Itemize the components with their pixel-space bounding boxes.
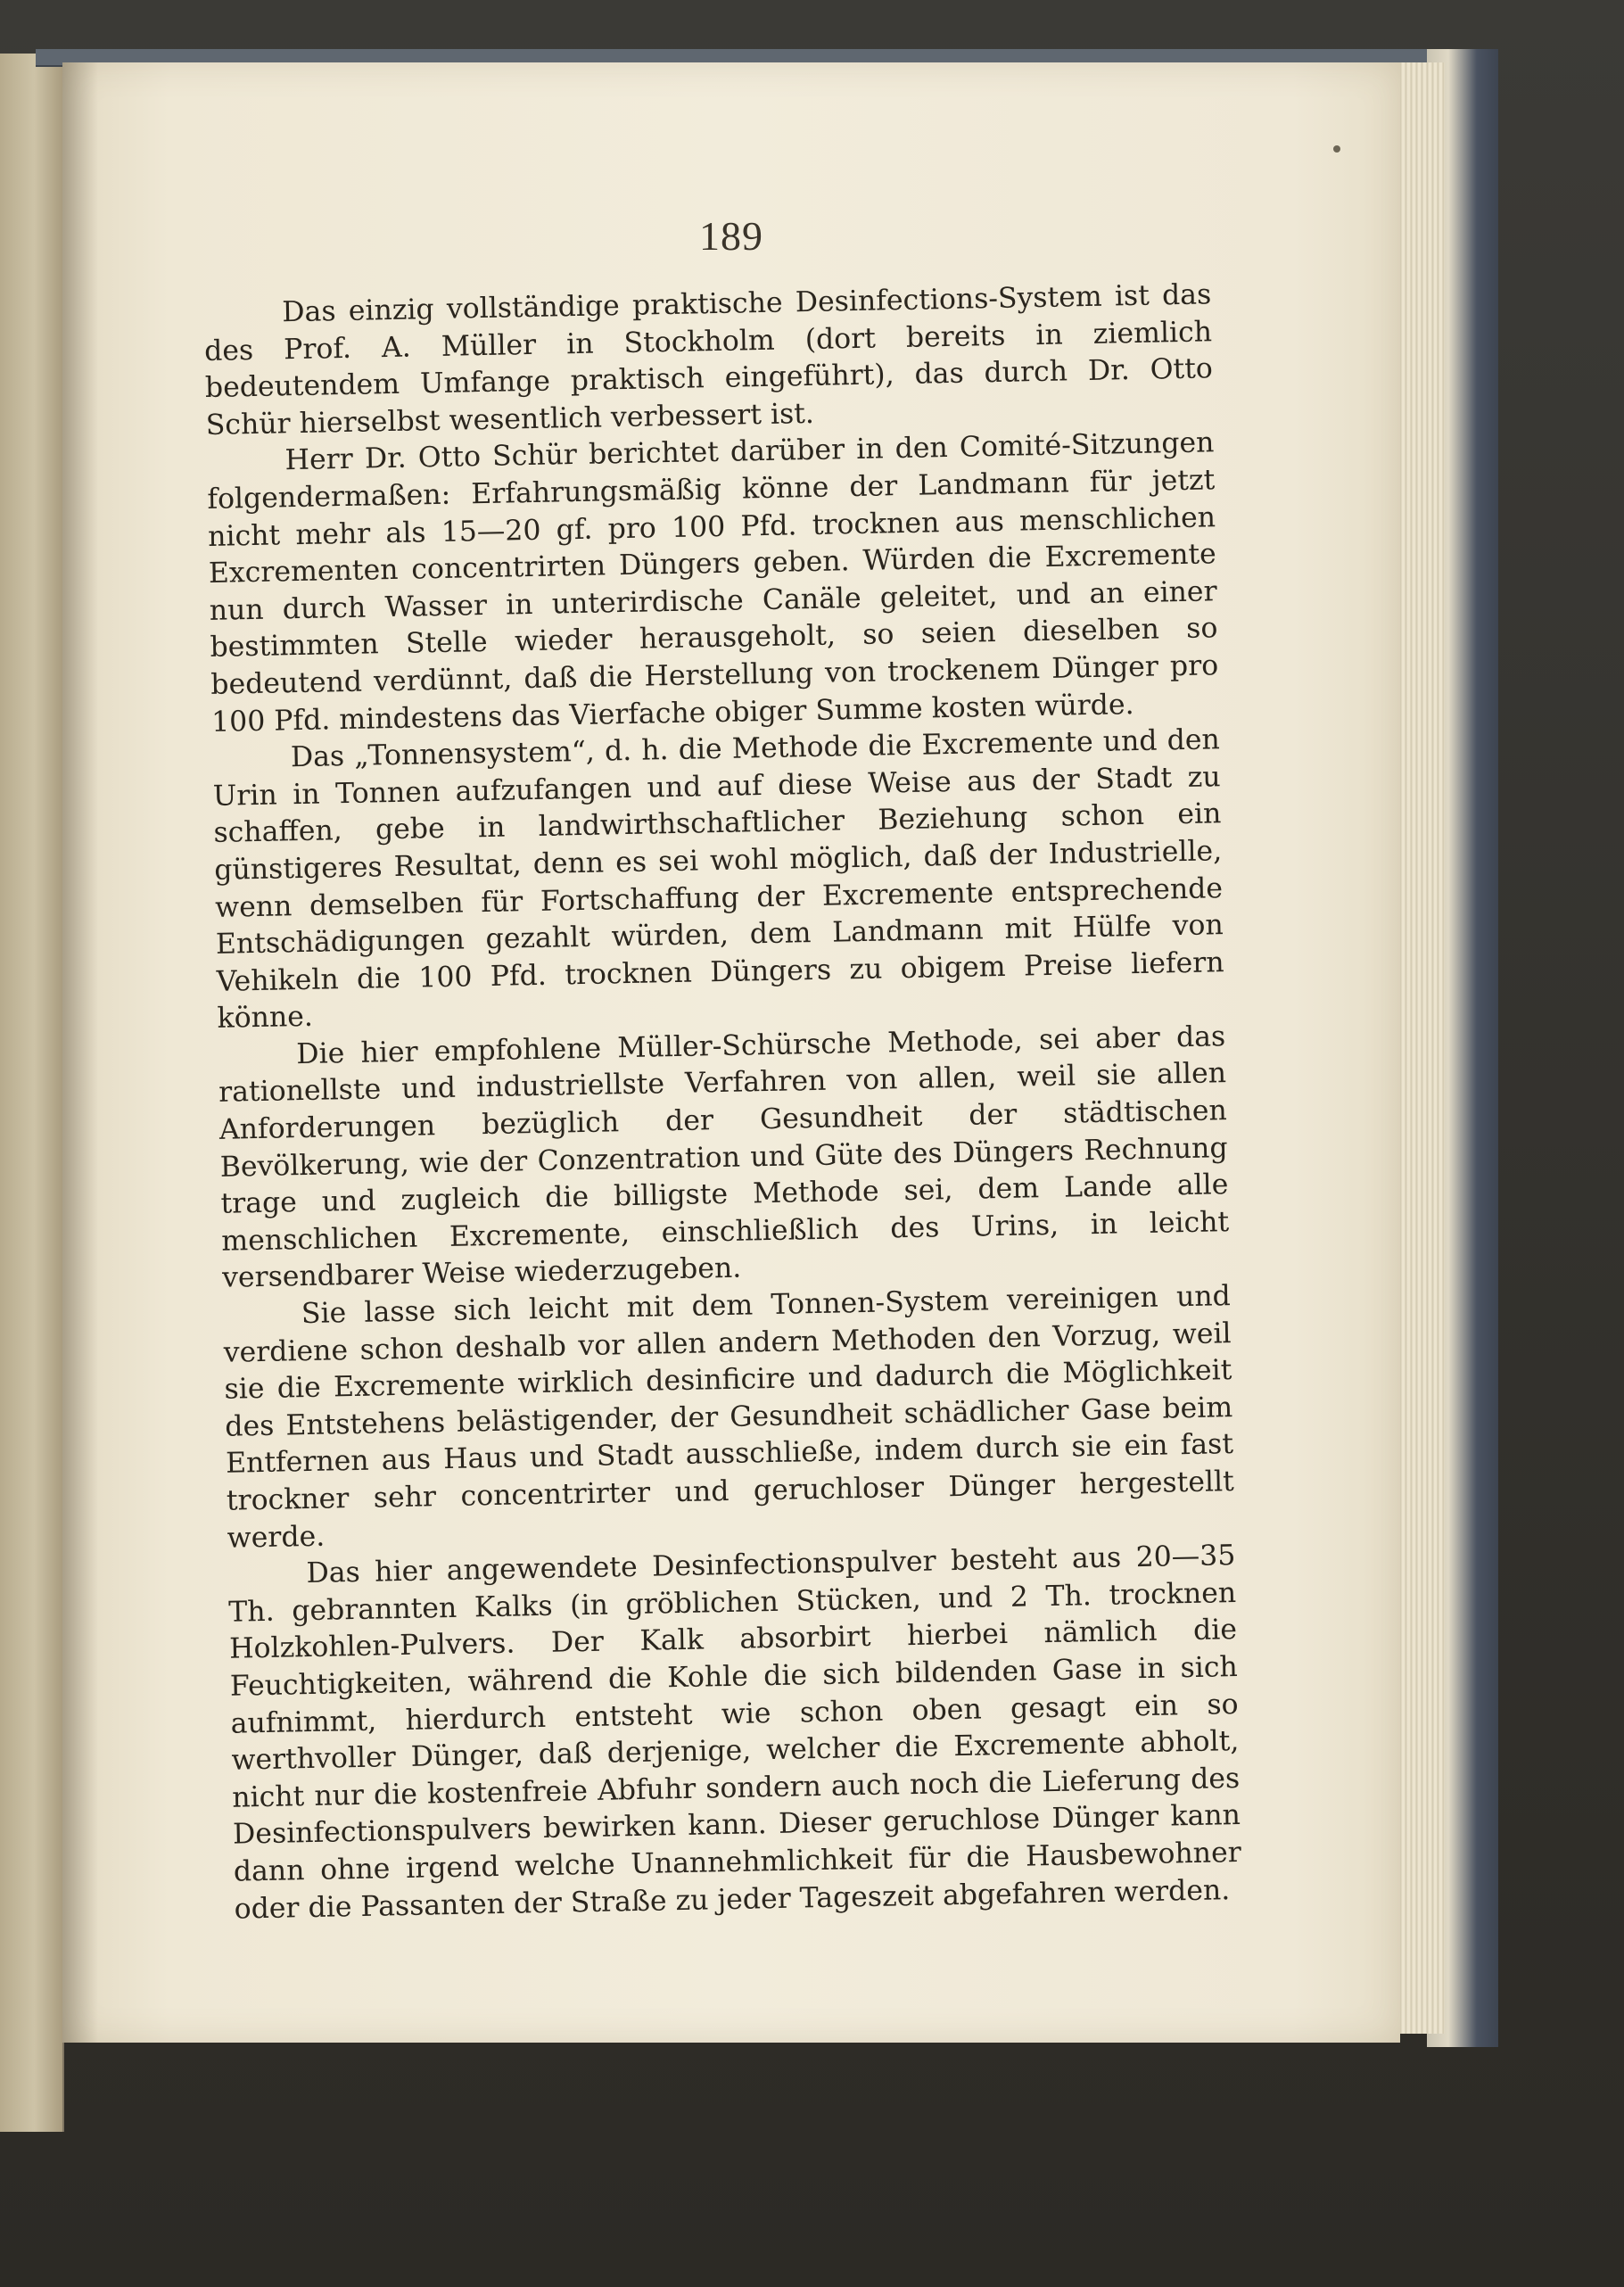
paragraph-1: Das einzig vollständige praktische Desinfections-System ist das des Prof. A. Müller in Stockholm (dort bereits in ziemlich bedeutendem Umfange praktisch eingeführt), das durch Dr. Otto Schür hierselbst wesentlich verbessert ist. bbox=[203, 278, 1214, 442]
ink-spot bbox=[1333, 145, 1340, 153]
book-page bbox=[62, 62, 1400, 2043]
gutter-shadow bbox=[62, 62, 98, 2043]
left-book-cover bbox=[0, 54, 64, 2132]
body-text bbox=[203, 277, 1242, 1928]
page-number: 189 bbox=[699, 213, 763, 259]
paragraph-3: Das „Tonnensystem“, d. h. die Methode die Excremente und den Urin in Tonnen aufzufangen und auf diese Weise aus der Stadt zu schaffen, gebe in landwirthschaftlicher Beziehung schon ein günstigeres Resultat, denn es sei wohl möglich, daß der Industrielle, wenn demselben für Fortschaffung der Excremente entsprechende Entschädigungen gezahlt würden, dem Landmann mit Hülfe von Vehikeln die 100 Pfd. trocknen Düngers zu obigem Preise liefern könne. bbox=[212, 723, 1224, 1036]
paragraph-2: Herr Dr. Otto Schür berichtet darüber in den Comité-Sitzungen folgendermaßen: Erfahrungsmäßig könne der Landmann für jetzt nicht mehr als 15—20 gf. pro 100 Pfd. trocknen aus menschlichen Excrementen concentrirten Düngers geben. Würden die Excremente nun durch Wasser in unterirdische Canäle geleitet, und an einer bestimmten Stelle wieder herausgeholt, so seien dieselben so bedeutend verdünnt, daß die Herstellung von trockenem Dünger pro 100 Pfd. mindestens das Vierfache obiger Summe kosten würde. bbox=[207, 426, 1219, 739]
paragraph-5: Sie lasse sich leicht mit dem Tonnen-System vereinigen und verdiene schon deshalb vor allen andern Methoden den Vorzug, weil sie die Excremente wirklich desinficire und dadurch die Möglichkeit des Entstehens belästigender, der Gesundheit schädlicher Gase beim Entfernen aus Haus und Stadt ausschließe, indem durch sie ein fast trockner sehr concentrirter und geruchloser Dünger hergestellt werde. bbox=[223, 1280, 1235, 1555]
paragraph-6: Das hier angewendete Desinfectionspulver besteht aus 20—35 Th. gebrannten Kalks (in gröblichen Stücken, und 2 Th. trocknen Holzkohlen-Pulvers. Der Kalk absorbirt hierbei nämlich die Feuchtigkeiten, während die Kohle die sich bildenden Gase in sich aufnimmt, hierdurch entsteht wie schon oben gesagt ein so werthvoller Dünger, daß derjenige, welcher die Excremente abholt, nicht nur die kostenfreie Abfuhr sondern auch noch die Lieferung des Desinfectionspulvers bewirken kann. Dieser geruchlose Dünger kann dann ohne irgend welche Unannehmlichkeit für die Hausbewohner oder die Passanten der Straße zu jeder Tageszeit abgefahren werden. bbox=[227, 1540, 1242, 1926]
paragraph-4: Die hier empfohlene Müller-Schürsche Methode, sei aber das rationellste und industriellste Verfahren von allen, weil sie allen Anforderungen bezüglich der Gesundheit der städtischen Bevölkerung, wie der Conzentration und Güte des Düngers Rechnung trage und zugleich die billigste Methode sei, dem Lande alle menschlichen Excremente, einschließlich des Urins, in leicht versendbarer Weise wiederzugeben. bbox=[218, 1020, 1230, 1295]
